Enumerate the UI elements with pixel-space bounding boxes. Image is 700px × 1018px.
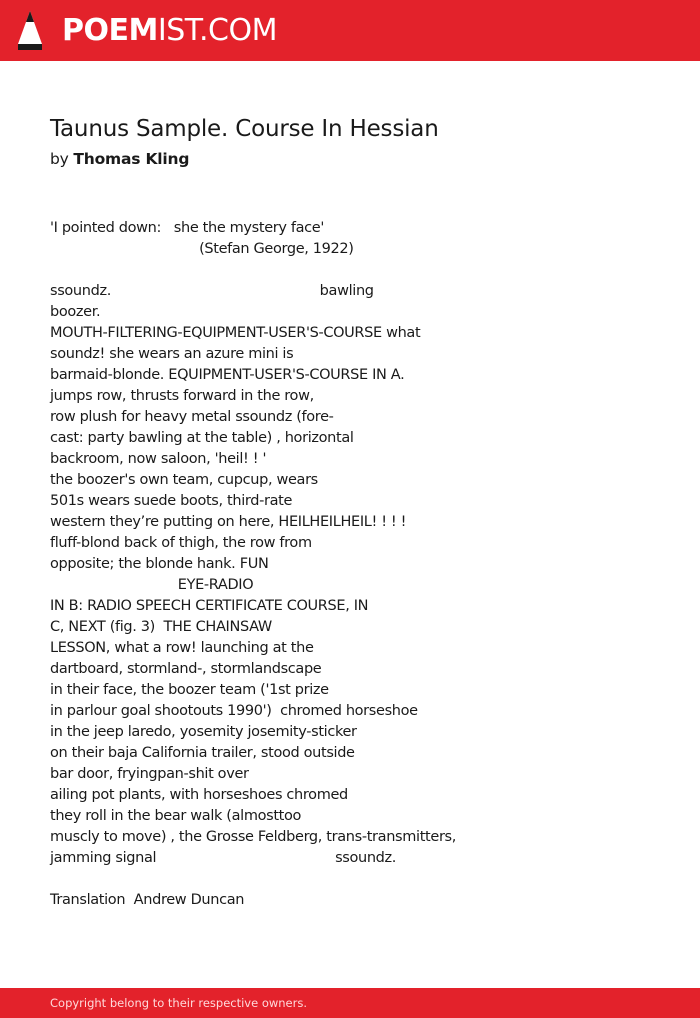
poem-line: EYE-RADIO — [50, 577, 254, 593]
poem-line — [50, 869, 650, 890]
site-footer — [0, 988, 700, 1018]
poem-line: jumps row, thrusts forward in the row, — [50, 388, 314, 404]
poem-line: in their face, the boozer team ('1st prize — [50, 682, 329, 698]
poem-line: ssoundz. bawling — [50, 283, 374, 299]
poem-line: jamming signal ssoundz. — [50, 850, 397, 866]
poem-line: cast: party bawling at the table) , horizontal — [50, 430, 354, 446]
poem-line: barmaid-blonde. EQUIPMENT-USER'S-COURSE IN A. — [50, 367, 405, 383]
site-header — [0, 0, 700, 61]
poem-line: the boozer's own team, cupcup, wears — [50, 472, 318, 488]
poem-line: ailing pot plants, with horseshoes chromed — [50, 787, 348, 803]
poem-line: boozer. — [50, 304, 101, 320]
poem-line: (Stefan George, 1922) — [50, 241, 354, 257]
poem-line: Translation Andrew Duncan — [50, 892, 245, 908]
poem-line: bar door, fryingpan-shit over — [50, 766, 249, 782]
poem-line: LESSON, what a row! launching at the — [50, 640, 314, 656]
poem-line: MOUTH-FILTERING-EQUIPMENT-USER'S-COURSE what — [50, 325, 421, 341]
poem-title: Taunus Sample. Course In Hessian — [50, 116, 439, 142]
poem-line: muscly to move) , the Grosse Feldberg, trans-transmitters, — [50, 829, 457, 845]
poem-line: in the jeep laredo, yosemity josemity-sticker — [50, 724, 357, 740]
by-label: by — [50, 150, 69, 168]
poem-line: fluff-blond back of thigh, the row from — [50, 535, 312, 551]
poem-byline — [50, 150, 189, 168]
poem-line: western they’re putting on here, HEILHEILHEIL! ! ! ! — [50, 514, 407, 530]
poem-line: 'I pointed down: she the mystery face' — [50, 220, 324, 236]
poem-line: on their baja California trailer, stood outside — [50, 745, 355, 761]
logo-light-text: IST.COM — [157, 12, 277, 48]
poem-line: soundz! she wears an azure mini is — [50, 346, 294, 362]
pencil-logo-icon — [16, 9, 44, 52]
poem-line: IN B: RADIO SPEECH CERTIFICATE COURSE, IN — [50, 598, 369, 614]
poem-line: in parlour goal shootouts 1990') chromed horseshoe — [50, 703, 418, 719]
poem-body — [50, 218, 650, 911]
poem-author: Thomas Kling — [73, 150, 190, 168]
site-logo-text — [62, 12, 277, 48]
poem-line: row plush for heavy metal ssoundz (fore- — [50, 409, 334, 425]
poem-line: backroom, now saloon, 'heil! ! ' — [50, 451, 267, 467]
site-logo-link[interactable] — [16, 9, 277, 52]
poem-line: C, NEXT (fig. 3) THE CHAINSAW — [50, 619, 272, 635]
logo-bold-text: POEM — [62, 12, 158, 48]
poem-line: dartboard, stormland-, stormlandscape — [50, 661, 322, 677]
poem-line — [50, 260, 650, 281]
poem-line: they roll in the bear walk (almosttoo — [50, 808, 302, 824]
poem-line: 501s wears suede boots, third-rate — [50, 493, 293, 509]
copyright-notice: Copyright belong to their respective owners. — [50, 996, 308, 1010]
poem-line: opposite; the blonde hank. FUN — [50, 556, 269, 572]
